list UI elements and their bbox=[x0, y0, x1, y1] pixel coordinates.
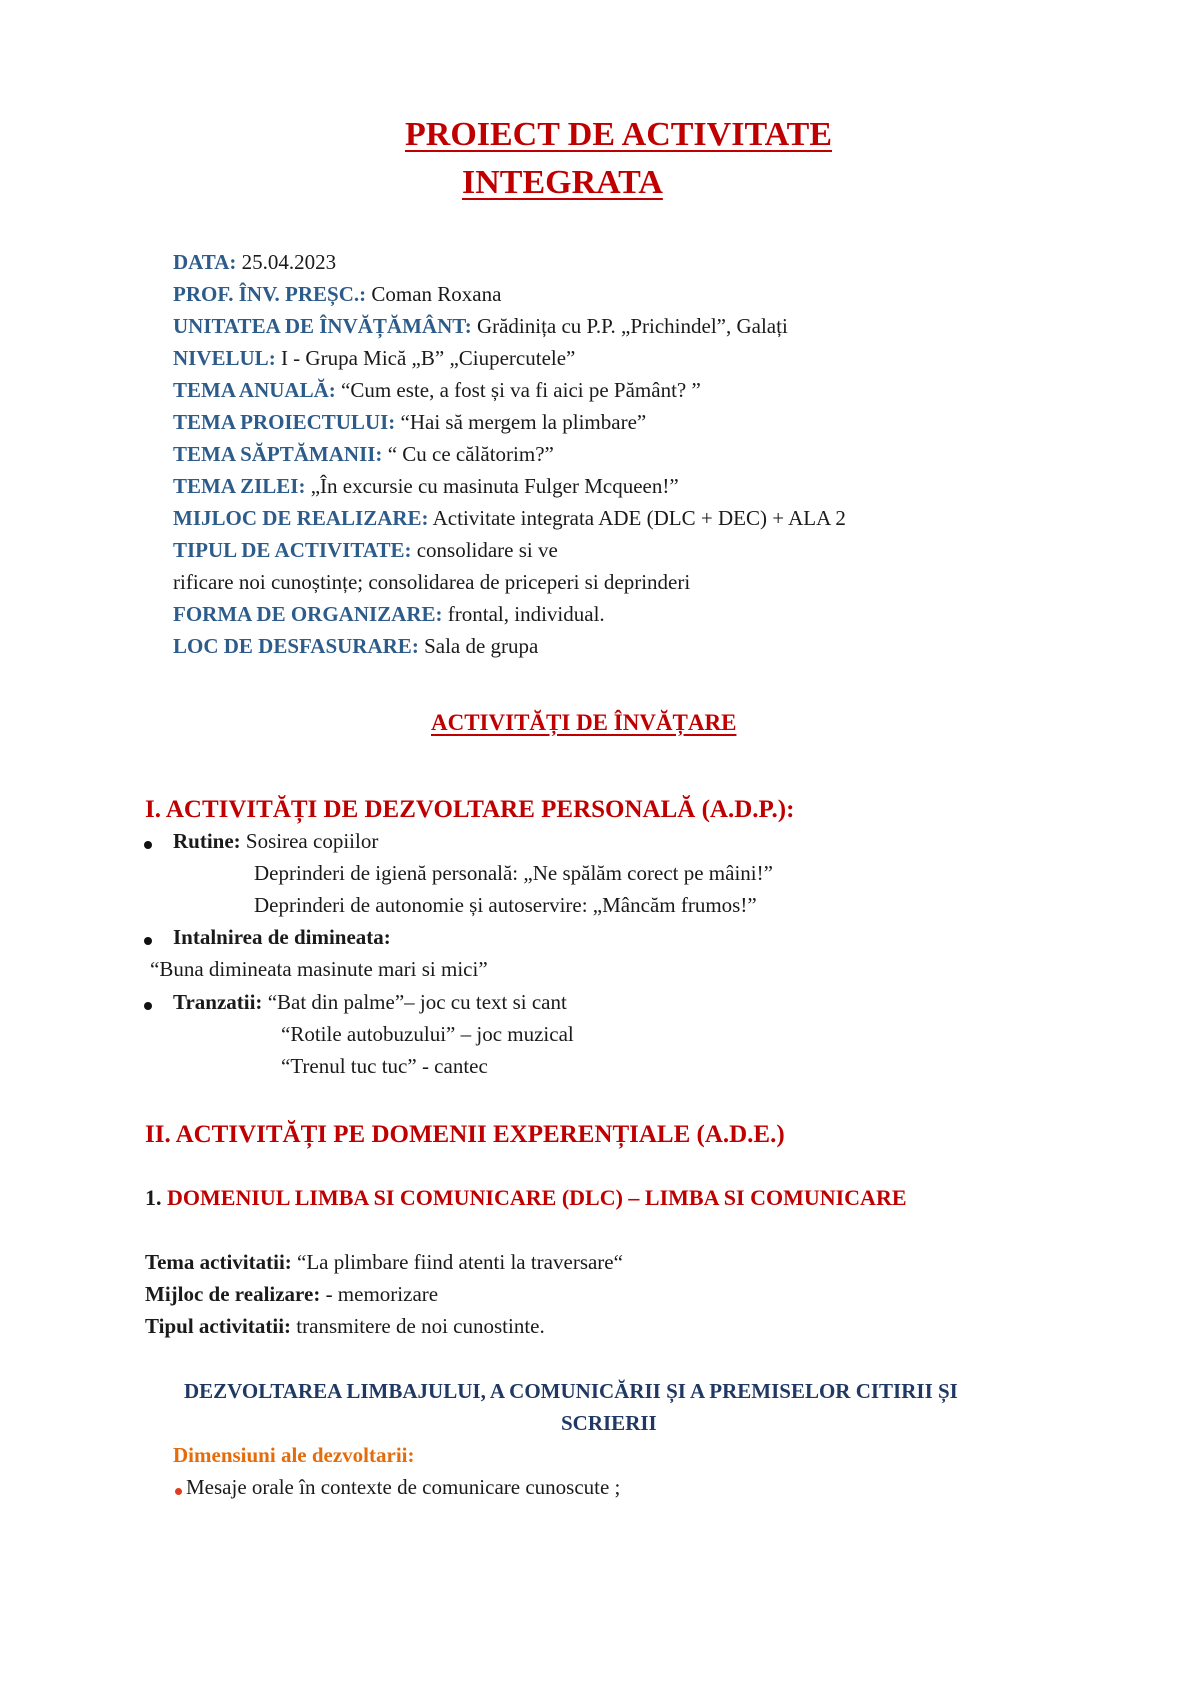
info-value: “ Cu ce călătorim?” bbox=[382, 442, 554, 466]
info-label: DATA: bbox=[173, 250, 237, 274]
info-line-tema-saptamana bbox=[173, 438, 846, 470]
info-label: PROF. ÎNV. PREȘC.: bbox=[173, 282, 367, 306]
title-line-1: PROIECT DE ACTIVITATE bbox=[405, 116, 832, 153]
info-line-tema-proiect bbox=[173, 406, 846, 438]
info-label: TEMA SĂPTĂMANII: bbox=[173, 442, 383, 466]
info-line-unitate bbox=[173, 310, 846, 342]
info-block bbox=[173, 246, 846, 662]
adp-heading: I. ACTIVITĂȚI DE DEZVOLTARE PERSONALĂ (A.D.P.): bbox=[145, 796, 795, 823]
dimensiune-item: Mesaje orale în contexte de comunicare cunoscute ; bbox=[186, 1475, 621, 1499]
tranzitii-line bbox=[173, 990, 567, 1015]
info-line-tipul-cont bbox=[173, 566, 846, 598]
activities-heading: ACTIVITĂȚI DE ÎNVĂȚARE bbox=[431, 710, 737, 735]
info-value: “Cum este, a fost și va fi aici pe Pământ? ” bbox=[335, 378, 701, 402]
info-line-forma bbox=[173, 598, 846, 630]
info-value: rificare noi cunoștințe; consolidarea de priceperi si deprinderi bbox=[173, 570, 691, 594]
rutine-igiena: Deprinderi de igienă personală: „Ne spălăm corect pe mâini!” bbox=[254, 861, 773, 885]
info-value: Sala de grupa bbox=[418, 634, 539, 658]
tranzitii-rotile: “Rotile autobuzului” – joc muzical bbox=[281, 1022, 574, 1046]
info-value: “Hai să mergem la plimbare” bbox=[395, 410, 647, 434]
info-label: TIPUL DE ACTIVITATE: bbox=[173, 538, 412, 562]
bullet-icon bbox=[144, 1002, 152, 1010]
tranzitii-label: Tranzatii: bbox=[173, 990, 263, 1014]
tema-activitatii-line bbox=[145, 1250, 623, 1275]
mijloc-value: - memorizare bbox=[320, 1282, 439, 1306]
info-value: Grădinița cu P.P. „Prichindel”, Galați bbox=[471, 314, 788, 338]
rutine-value: Sosirea copiilor bbox=[240, 829, 379, 853]
info-label: MIJLOC DE REALIZARE: bbox=[173, 506, 429, 530]
info-label: UNITATEA DE ÎNVĂȚĂMÂNT: bbox=[173, 314, 472, 338]
tipul-value: transmitere de noi cunostinte. bbox=[291, 1314, 545, 1338]
rutine-autonomie: Deprinderi de autonomie și autoservire: „Mâncăm frumos!” bbox=[254, 893, 757, 917]
info-value: Activitate integrata ADE (DLC + DEC) + ALA 2 bbox=[428, 506, 846, 530]
info-line-tema-anuala bbox=[173, 374, 846, 406]
info-value: Coman Roxana bbox=[366, 282, 502, 306]
bullet-icon bbox=[144, 937, 152, 945]
bullet-icon bbox=[144, 841, 152, 849]
info-label: TEMA ZILEI: bbox=[173, 474, 306, 498]
tipul-label: Tipul activitatii: bbox=[145, 1314, 292, 1338]
dimensiuni-label: Dimensiuni ale dezvoltarii: bbox=[173, 1443, 415, 1467]
dezvoltare-heading-line-1: DEZVOLTAREA LIMBAJULUI, A COMUNICĂRII ȘI A PREMISELOR CITIRII ȘI bbox=[184, 1379, 958, 1403]
info-line-nivel bbox=[173, 342, 846, 374]
rutine-line bbox=[173, 829, 378, 854]
info-value: I - Grupa Mică „B” „Ciupercutele” bbox=[275, 346, 576, 370]
mijloc-label: Mijloc de realizare: bbox=[145, 1282, 321, 1306]
info-label: FORMA DE ORGANIZARE: bbox=[173, 602, 443, 626]
info-value: „În excursie cu masinuta Fulger Mcqueen!” bbox=[305, 474, 679, 498]
domain-number: 1. bbox=[145, 1185, 162, 1210]
tranzitii-trenul: “Trenul tuc tuc” - cantec bbox=[281, 1054, 488, 1078]
title-line-2: INTEGRATA bbox=[462, 164, 663, 201]
intalnire-value: “Buna dimineata masinute mari si mici” bbox=[150, 957, 488, 981]
tipul-line bbox=[145, 1314, 545, 1339]
intalnire-label: Intalnirea de dimineata: bbox=[173, 925, 391, 949]
info-value: consolidare si ve bbox=[411, 538, 558, 562]
info-line-tema-zilei bbox=[173, 470, 846, 502]
mijloc-line bbox=[145, 1282, 438, 1307]
info-line-tipul bbox=[173, 534, 846, 566]
info-line-mijloc bbox=[173, 502, 846, 534]
bullet-icon bbox=[175, 1488, 182, 1495]
ade-heading: II. ACTIVITĂȚI PE DOMENII EXPERENȚIALE (A.D.E.) bbox=[145, 1121, 785, 1148]
tranzitii-value: “Bat din palme”– joc cu text si cant bbox=[262, 990, 567, 1014]
info-label: TEMA PROIECTULUI: bbox=[173, 410, 396, 434]
info-line-prof bbox=[173, 278, 846, 310]
tema-value: “La plimbare fiind atenti la traversare“ bbox=[291, 1250, 623, 1274]
domain-title: DOMENIUL LIMBA SI COMUNICARE (DLC) – LIMBA SI COMUNICARE bbox=[167, 1185, 907, 1210]
info-value: frontal, individual. bbox=[442, 602, 605, 626]
info-label: LOC DE DESFASURARE: bbox=[173, 634, 419, 658]
dezvoltare-heading-line-2: SCRIERII bbox=[561, 1411, 657, 1435]
tema-label: Tema activitatii: bbox=[145, 1250, 292, 1274]
info-line-loc bbox=[173, 630, 846, 662]
rutine-label: Rutine: bbox=[173, 829, 241, 853]
info-label: NIVELUL: bbox=[173, 346, 276, 370]
domain-line bbox=[145, 1185, 907, 1211]
info-line-date bbox=[173, 246, 846, 278]
info-label: TEMA ANUALĂ: bbox=[173, 378, 336, 402]
info-value: 25.04.2023 bbox=[236, 250, 337, 274]
